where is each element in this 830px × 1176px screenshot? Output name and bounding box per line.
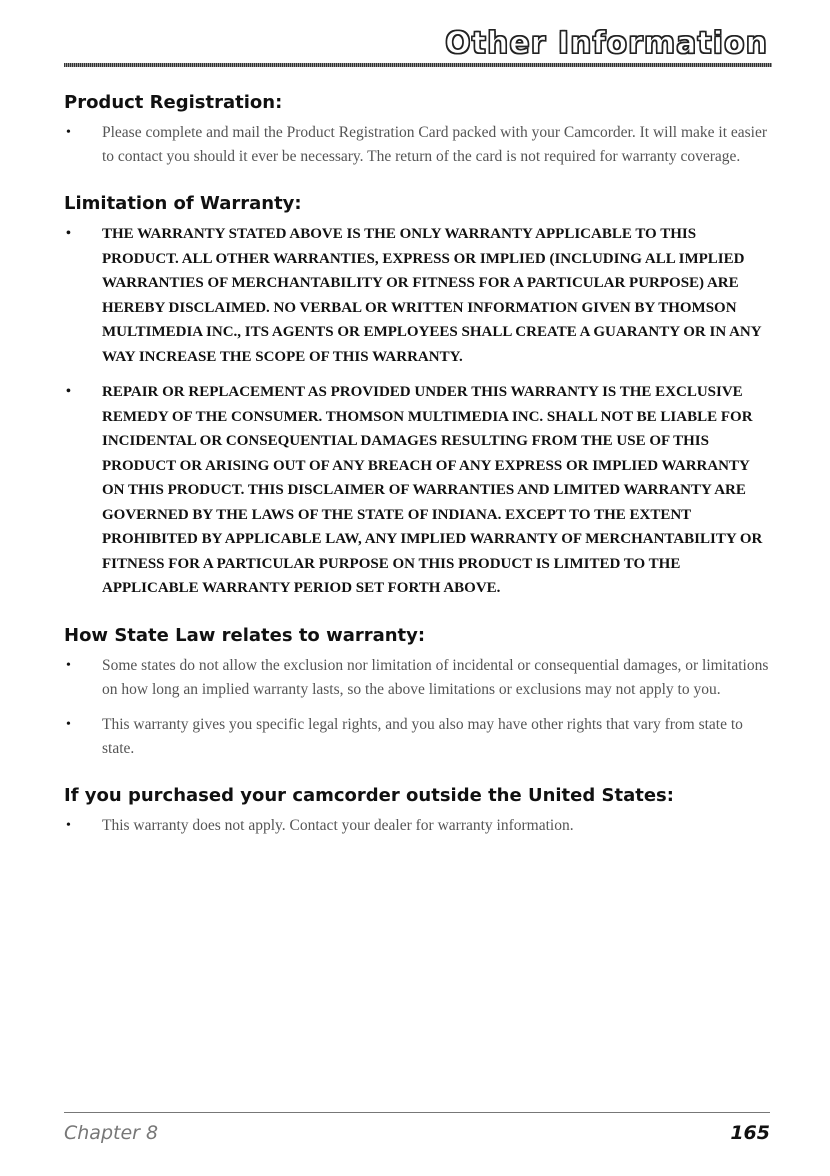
section-heading: Product Registration:: [64, 92, 283, 113]
bullet-list: [64, 222, 770, 601]
content: [64, 92, 770, 862]
section-heading: Limitation of Warranty:: [64, 193, 302, 214]
bullet-icon: •: [66, 384, 71, 399]
section-outside-us: [64, 785, 770, 838]
list-item: [64, 713, 770, 761]
section-limitation-of-warranty: [64, 193, 770, 601]
bullet-list: [64, 121, 770, 169]
section-product-registration: [64, 92, 770, 169]
footer-rule: [64, 1112, 770, 1113]
page-title: Other Information: [445, 26, 768, 61]
footer-chapter: Chapter 8: [64, 1122, 159, 1144]
list-item: [64, 654, 770, 702]
list-item: [64, 814, 770, 838]
bullet-icon: •: [66, 716, 71, 732]
list-item: [64, 222, 770, 369]
list-item-text: REPAIR OR REPLACEMENT AS PROVIDED UNDER THIS WARRANTY IS THE EXCLUSIVE REMEDY OF THE CONSUMER. THOMSON MULTIMEDIA INC. SHALL NOT BE LIABLE FOR INCIDENTAL OR CONSEQUENTIAL DAMAGES RESULTING FROM THE USE OF THIS PRODUCT OR ARISING OUT OF ANY BREACH OF ANY EXPRESS OR IMPLIED WARRANTY ON THIS PRODUCT. THIS DISCLAIMER OF WARRANTIES AND LIMITED WARRANTY ARE GOVERNED BY THE LAWS OF THE STATE OF INDIANA. EXCEPT TO THE EXTENT PROHIBITED BY APPLICABLE LAW, ANY IMPLIED WARRANTY OF MERCHANTABILITY OR FITNESS FOR A PARTICULAR PURPOSE ON THIS PRODUCT IS LIMITED TO THE APPLICABLE WARRANTY PERIOD SET FORTH ABOVE.: [102, 384, 763, 596]
list-item-text: Please complete and mail the Product Registration Card packed with your Camcorder. It will make it easier to contact you should it ever be necessary. The return of the card is not required for warranty coverage.: [102, 124, 768, 165]
bullet-list: [64, 654, 770, 761]
list-item-text: THE WARRANTY STATED ABOVE IS THE ONLY WARRANTY APPLICABLE TO THIS PRODUCT. ALL OTHER WARRANTIES, EXPRESS OR IMPLIED (INCLUDING ALL IMPLIED WARRANTIES OF MERCHANTABILITY OR FITNESS FOR A PARTICULAR PURPOSE) ARE HEREBY DISCLAIMED. NO VERBAL OR WRITTEN INFORMATION GIVEN BY THOMSON MULTIMEDIA INC., ITS AGENTS OR EMPLOYEES SHALL CREATE A GUARANTY OR IN ANY WAY INCREASE THE SCOPE OF THIS WARRANTY.: [102, 226, 762, 365]
list-item-text: Some states do not allow the exclusion nor limitation of incidental or consequential damages, or limitations on how long an implied warranty lasts, so the above limitations or exclusions may not apply to you.: [102, 656, 769, 698]
list-item-text: This warranty does not apply. Contact your dealer for warranty information.: [102, 816, 574, 834]
bullet-icon: •: [66, 125, 71, 140]
section-heading: How State Law relates to warranty:: [64, 624, 426, 646]
title-rule: [64, 63, 772, 67]
bullet-icon: •: [66, 817, 71, 833]
bullet-icon: •: [66, 226, 71, 241]
section-state-law: [64, 625, 770, 761]
list-item: [64, 380, 770, 601]
list-item-text: This warranty gives you specific legal rights, and you also may have other rights that vary from state to state.: [102, 715, 743, 757]
page-number: 165: [730, 1122, 770, 1144]
section-heading: If you purchased your camcorder outside the United States:: [64, 784, 674, 806]
bullet-icon: •: [66, 657, 71, 673]
bullet-list: [64, 814, 770, 838]
list-item: [64, 121, 770, 169]
